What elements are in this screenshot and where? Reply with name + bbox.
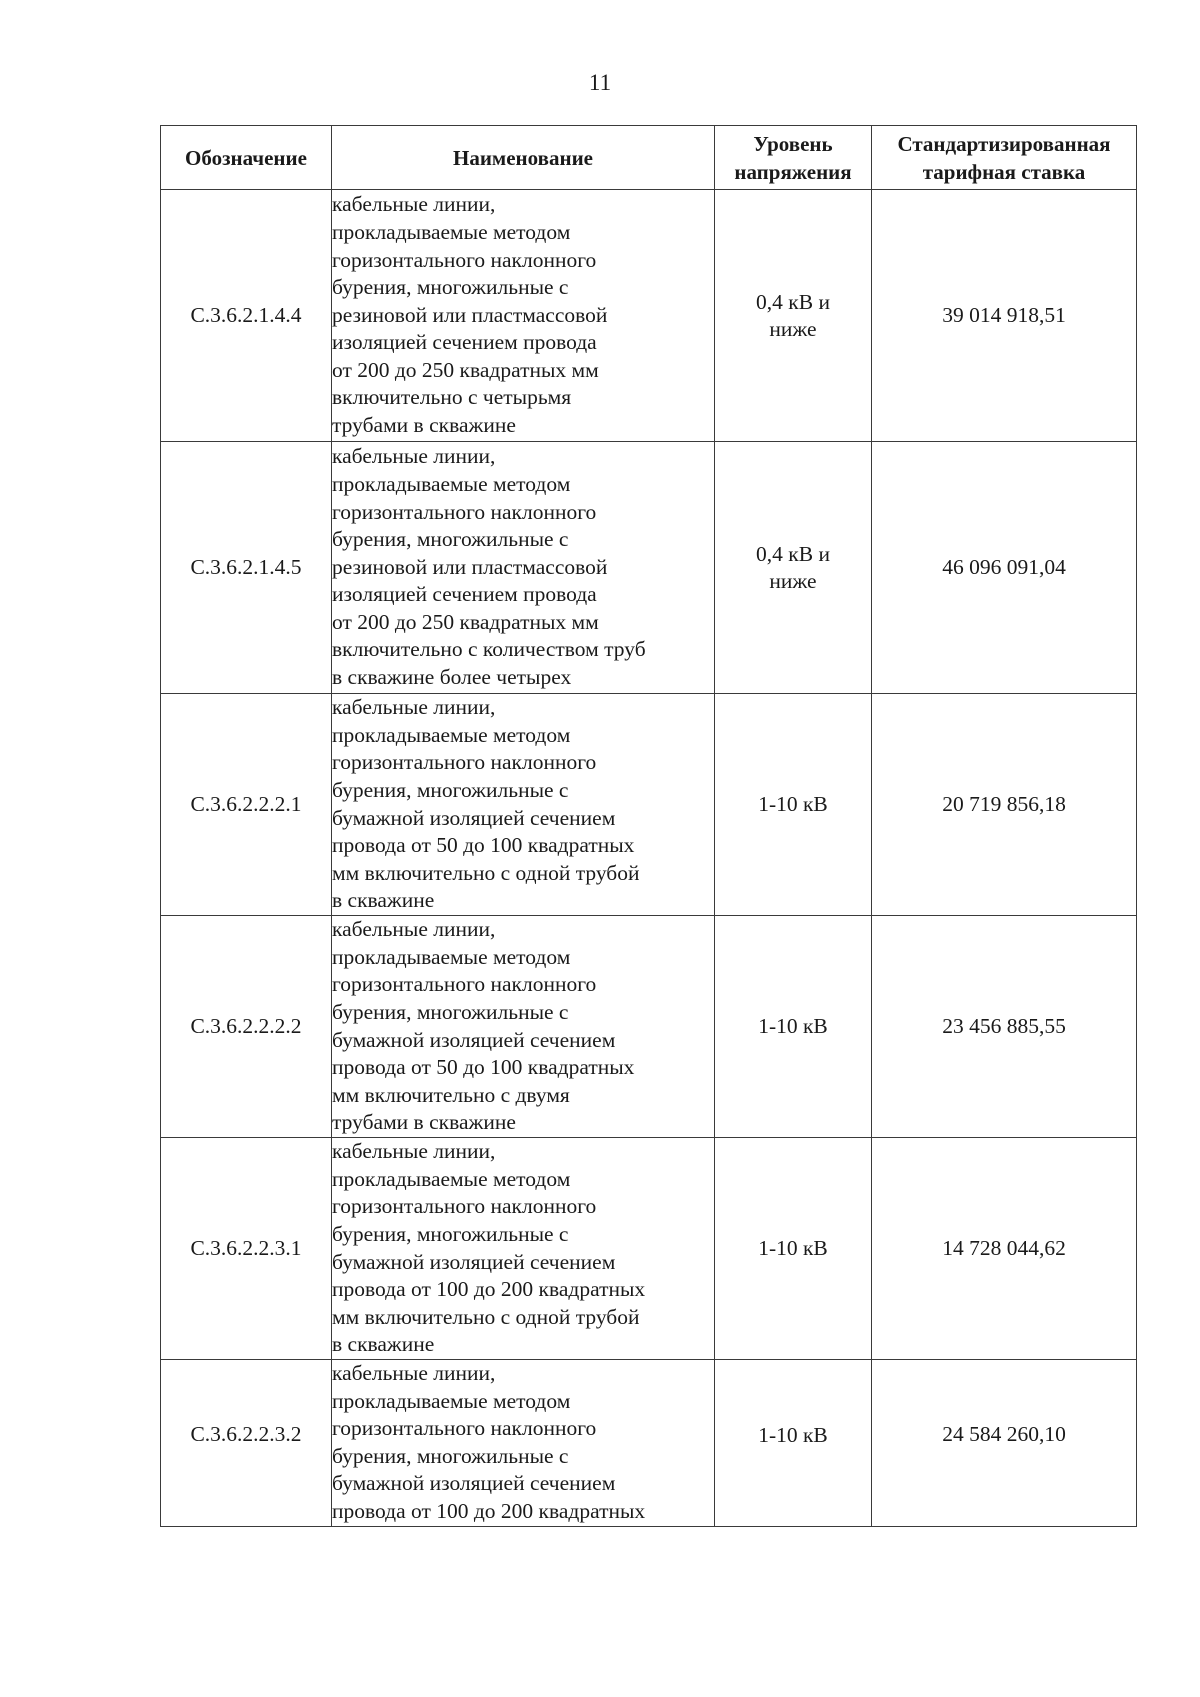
row-tariff-rate: 46 096 091,04	[872, 442, 1137, 694]
row-code: С.3.6.2.2.3.1	[161, 1138, 332, 1360]
row-voltage-level: 1-10 кВ	[715, 916, 872, 1138]
row-name: кабельные линии, прокладываемые методом горизонтального наклонного бурения, многожильные с резиновой или пластмассовой изоляцией сечением провода от 200 до 250 квадратных мм включительно с четырьмя трубами в скважине	[332, 190, 715, 442]
row-tariff-rate: 39 014 918,51	[872, 190, 1137, 442]
row-voltage-level: 1-10 кВ	[715, 1360, 872, 1527]
row-name: кабельные линии, прокладываемые методом горизонтального наклонного бурения, многожильные с бумажной изоляцией сечением провода от 100 до 200 квадратных мм включительно с одной трубой в скважине	[332, 1138, 715, 1360]
table-row	[161, 442, 1137, 694]
table-row	[161, 916, 1137, 1138]
row-voltage-level: 0,4 кВ и ниже	[715, 190, 872, 442]
row-tariff-rate: 20 719 856,18	[872, 694, 1137, 916]
header-code: Обозначение	[161, 126, 332, 190]
header-voltage-level: Уровень напряжения	[715, 126, 872, 190]
tariff-table	[160, 125, 1137, 1527]
row-code: С.3.6.2.2.2.1	[161, 694, 332, 916]
row-voltage-level: 1-10 кВ	[715, 1138, 872, 1360]
row-code: С.3.6.2.2.2.2	[161, 916, 332, 1138]
row-voltage-level: 0,4 кВ и ниже	[715, 442, 872, 694]
row-tariff-rate: 23 456 885,55	[872, 916, 1137, 1138]
row-name: кабельные линии, прокладываемые методом горизонтального наклонного бурения, многожильные с бумажной изоляцией сечением провода от 50 до 100 квадратных мм включительно с одной трубой в скважине	[332, 694, 715, 916]
table-header-row	[161, 126, 1137, 190]
row-name: кабельные линии, прокладываемые методом горизонтального наклонного бурения, многожильные с резиновой или пластмассовой изоляцией сечением провода от 200 до 250 квадратных мм включительно с количеством труб в скважине более четырех	[332, 442, 715, 694]
row-name: кабельные линии, прокладываемые методом горизонтального наклонного бурения, многожильные с бумажной изоляцией сечением провода от 100 до 200 квадратных	[332, 1360, 715, 1527]
table-row	[161, 190, 1137, 442]
table-row	[161, 1360, 1137, 1527]
page-number: 11	[588, 70, 612, 95]
row-voltage-level: 1-10 кВ	[715, 694, 872, 916]
header-tariff-rate: Стандартизированная тарифная ставка	[872, 126, 1137, 190]
table-row	[161, 1138, 1137, 1360]
row-code: С.3.6.2.1.4.5	[161, 442, 332, 694]
row-tariff-rate: 24 584 260,10	[872, 1360, 1137, 1527]
row-name: кабельные линии, прокладываемые методом горизонтального наклонного бурения, многожильные с бумажной изоляцией сечением провода от 50 до 100 квадратных мм включительно с двумя трубами в скважине	[332, 916, 715, 1138]
row-tariff-rate: 14 728 044,62	[872, 1138, 1137, 1360]
row-code: С.3.6.2.1.4.4	[161, 190, 332, 442]
row-code: С.3.6.2.2.3.2	[161, 1360, 332, 1527]
header-name: Наименование	[332, 126, 715, 190]
table-row	[161, 694, 1137, 916]
